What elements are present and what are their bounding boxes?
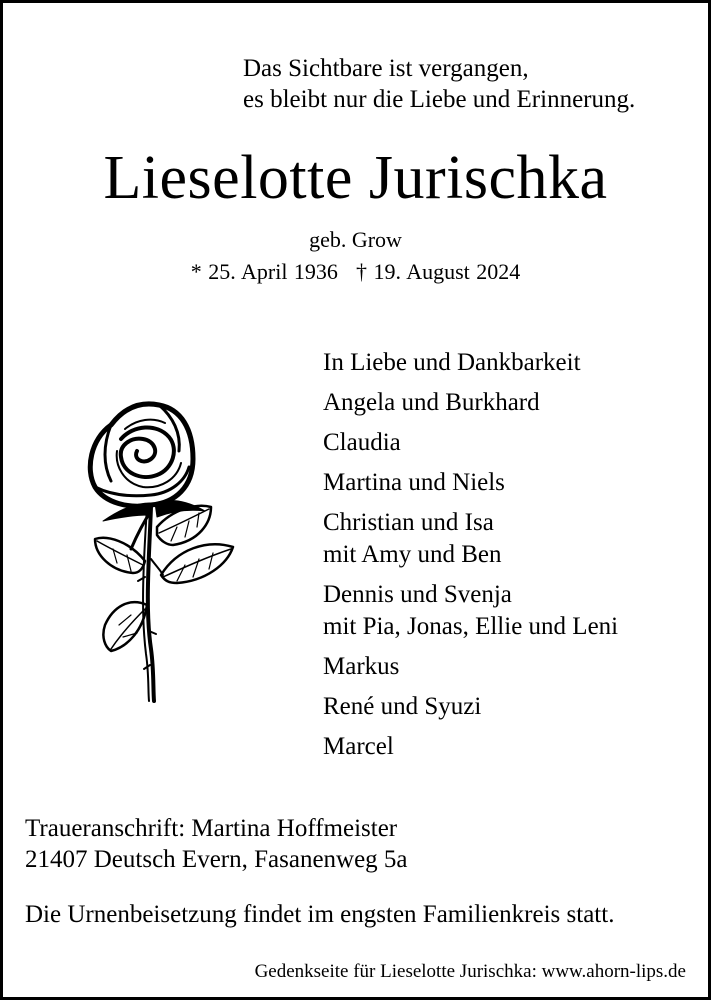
mourning-address-street: 21407 Deutsch Evern, Fasanenweg 5a	[25, 846, 408, 873]
mourners-intro: In Liebe und Dankbarkeit	[323, 349, 581, 376]
mourners-list	[323, 347, 618, 771]
death-date: † 19. August 2024	[355, 259, 521, 284]
memorial-page-link[interactable]: Gedenkseite für Lieselotte Jurischka: www.ahorn-lips.de	[254, 961, 686, 982]
maiden-name: geb. Grow	[309, 227, 402, 252]
mourning-address-name: Traueranschrift: Martina Hoffmeister	[25, 815, 398, 842]
list-item: René und Syuzi	[323, 693, 482, 720]
list-item: Christian und Isa mit Amy und Ben	[323, 509, 502, 568]
verse-line-1: Das Sichtbare ist vergangen,	[243, 55, 529, 82]
list-item: Claudia	[323, 429, 401, 456]
burial-note: Die Urnenbeisetzung findet im engsten Familienkreis statt.	[25, 901, 615, 928]
list-item: Dennis und Svenja mit Pia, Jonas, Ellie und Leni	[323, 581, 619, 640]
rose-icon	[81, 399, 241, 710]
list-item: Markus	[323, 653, 400, 680]
deceased-name: Lieselotte Jurischka	[103, 144, 608, 212]
life-dates	[3, 259, 708, 285]
list-item: Martina und Niels	[323, 469, 505, 496]
list-item: Marcel	[323, 733, 394, 760]
birth-date: * 25. April 1936	[190, 259, 338, 284]
list-item: Angela und Burkhard	[323, 389, 540, 416]
verse-line-2: es bleibt nur die Liebe und Erinnerung.	[243, 86, 636, 113]
